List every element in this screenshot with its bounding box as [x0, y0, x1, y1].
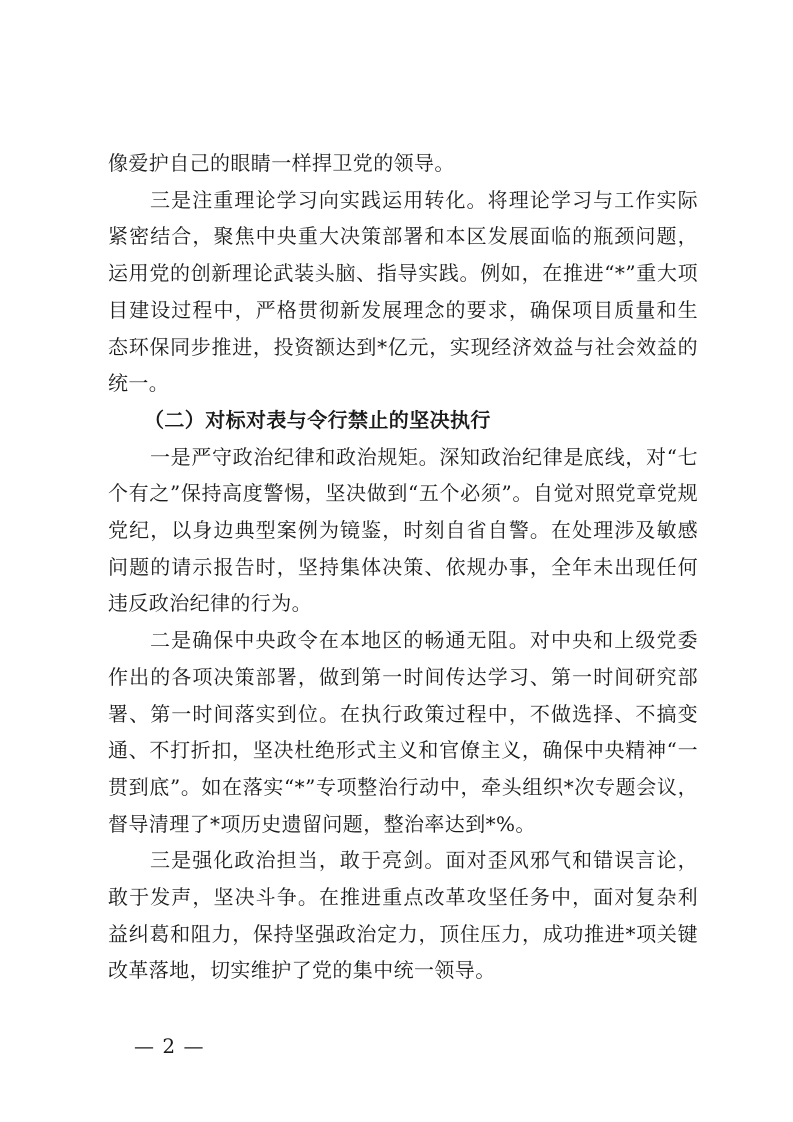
paragraph-political-discipline: 一是严守政治纪律和政治规矩。深知政治纪律是底线，对“七个有之”保持高度警惕，坚决做到“五个必须”。自觉对照党章党规党纪，以身边典型案例为镜鉴，时刻自省自警。在处理涉及敏感问题的请示报告时，坚持集体决策、依规办事，全年未出现任何违反政治纪律的行为。 — [108, 444, 698, 616]
paragraph-political-responsibility: 三是强化政治担当，敢于亮剑。面对歪风邪气和错误言论，敢于发声，坚决斗争。在推进重点改革攻坚任务中，面对复杂利益纠葛和阻力，保持坚强政治定力，顶住压力，成功推进*项关键改革落地，切实维护了党的集中统一领导。 — [108, 848, 698, 983]
page-number: — 2 — — [134, 1034, 205, 1058]
document-body — [108, 145, 698, 989]
section-heading: （二）对标对表与令行禁止的坚决执行 — [144, 407, 491, 432]
paragraph-theory-practice: 三是注重理论学习向实践运用转化。将理论学习与工作实际紧密结合，聚焦中央重大决策部署和本区发展面临的瓶颈问题，运用党的创新理论武装头脑、指导实践。例如，在推进“*”重大项目建设过程中，严格贯彻新发展理念的要求，确保项目质量和生态环保同步推进，投资额达到*亿元，实现经济效益与社会效益的统一。 — [108, 187, 698, 396]
paragraph-continuation: 像爱护自己的眼睛一样捍卫党的领导。 — [108, 151, 455, 175]
paragraph-central-directives: 二是确保中央政令在本地区的畅通无阻。对中央和上级党委作出的各项决策部署，做到第一时间传达学习、第一时间研究部署、第一时间落实到位。在执行政策过程中，不做选择、不搞变通、不打折扣，坚决杜绝形式主义和官僚主义，确保中央精神“一贯到底”。如在落实“*”专项整治行动中，牵头组织*次专题会议，督导清理了*项历史遗留问题，整治率达到*%。 — [108, 628, 698, 836]
